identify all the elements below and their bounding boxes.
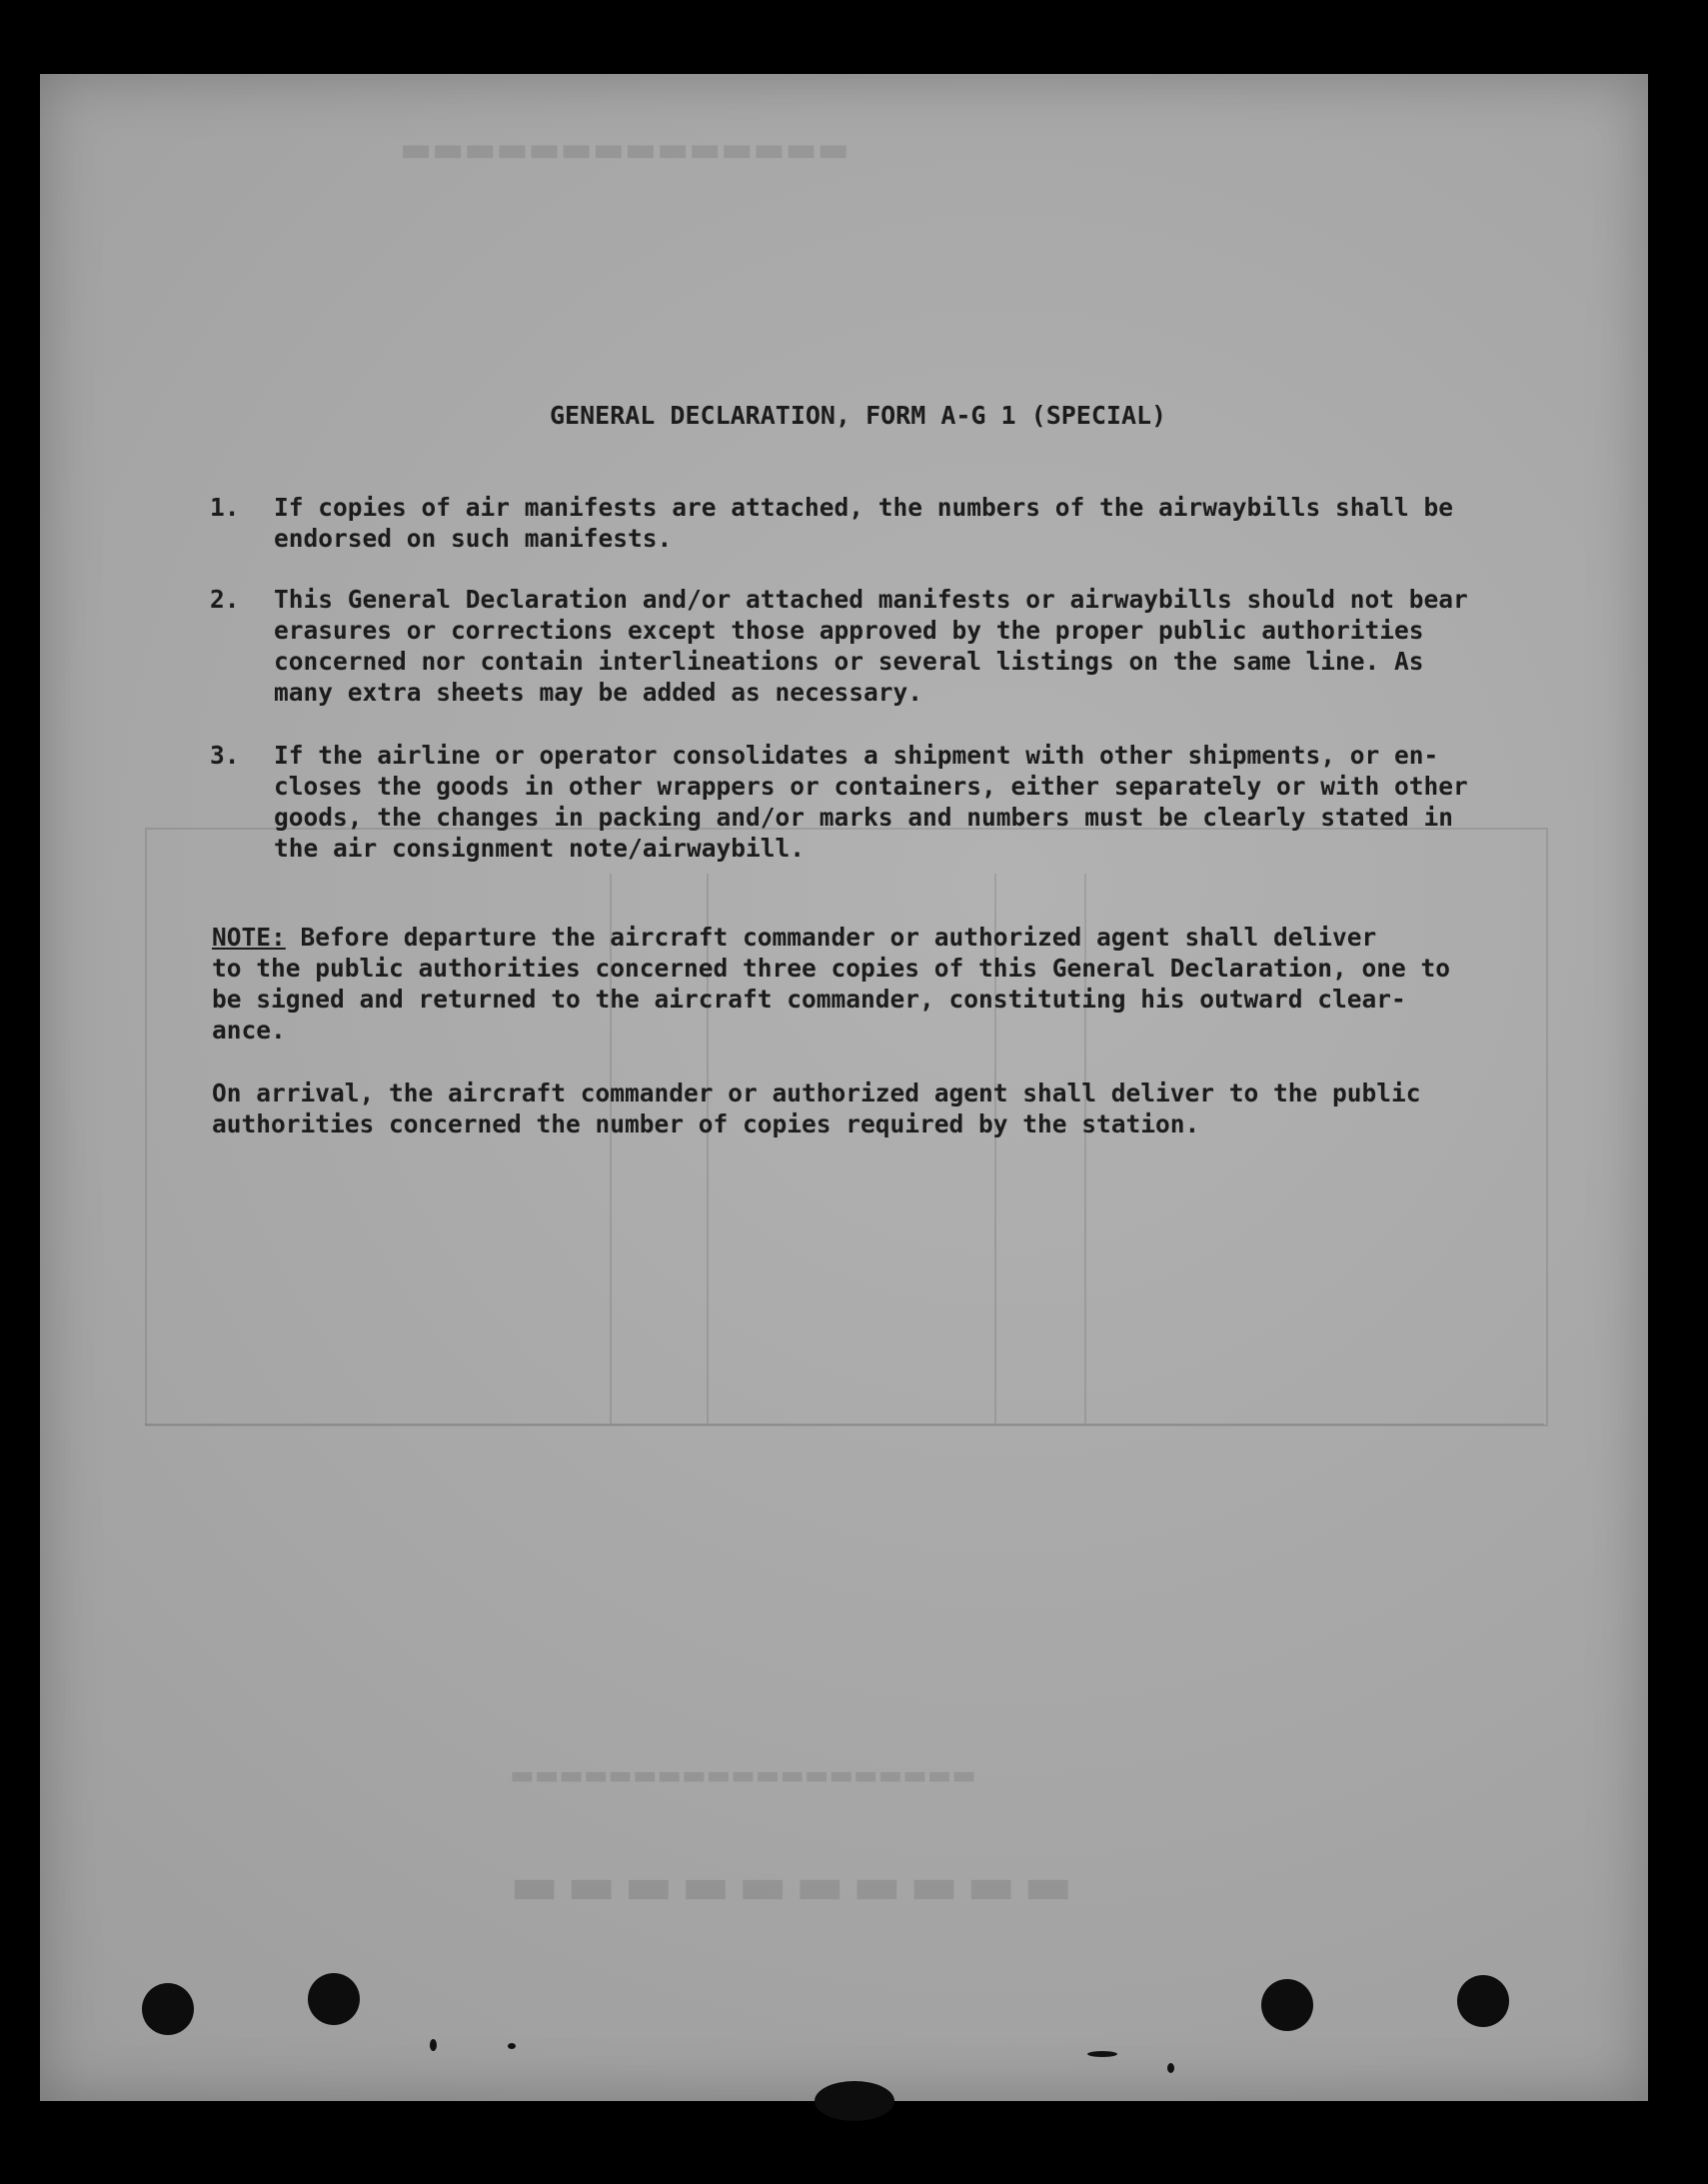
- punch-hole: [142, 1983, 194, 2035]
- item-text: If the airline or operator consolidates a shipment with other shipments, or en- closes the goods in other wrappers or containers, either separately or with other goods, the changes in packing and/or marks and numbers must be clearly stated in the air consignment note/airwaybill.: [274, 741, 1468, 863]
- punch-hole: [1457, 1975, 1509, 2027]
- note-paragraph: [212, 922, 1551, 1046]
- note-label: NOTE:: [212, 923, 286, 952]
- speck: [1087, 2051, 1117, 2057]
- speck: [1167, 2063, 1174, 2073]
- item-text: This General Declaration and/or attached manifests or airwaybills should not bear erasures or corrections except those approved by the proper public authorities concerned nor contain interlineations or several listings on the same line. As many extra sheets may be added as necessary.: [274, 585, 1468, 707]
- page-title: GENERAL DECLARATION, FORM A-G 1 (SPECIAL): [550, 401, 1167, 430]
- speck: [430, 2039, 437, 2051]
- arrival-paragraph: On arrival, the aircraft commander or authorized agent shall deliver to the public authorities concerned the number of copies required by the station.: [212, 1079, 1421, 1138]
- punch-hole: [308, 1973, 360, 2025]
- item-number: 2.: [210, 585, 240, 614]
- bleed-through-heading: ▬▬▬▬▬▬▬▬▬▬: [510, 1863, 1081, 1924]
- item-number: 1.: [210, 493, 240, 522]
- item-number: 3.: [210, 741, 240, 770]
- punch-hole: [1261, 1979, 1313, 2031]
- bleed-through-heading: ▬▬▬▬▬▬▬▬▬▬▬▬▬▬▬▬▬▬▬: [510, 1763, 976, 1793]
- bleed-through-rule: [145, 1423, 1544, 1425]
- document-page: [40, 74, 1648, 2101]
- speck: [508, 2043, 516, 2049]
- note-text: Before departure the aircraft commander or authorized agent shall deliver to the public authorities concerned three copies of this General Declaration, one to be signed and returned to the aircraft commander, constituting his outward clear- ance.: [212, 923, 1451, 1045]
- punch-hole: [815, 2081, 894, 2121]
- bleed-through-heading: ▬▬▬▬▬▬▬▬▬▬▬▬▬▬: [400, 134, 850, 174]
- item-text: If copies of air manifests are attached, the numbers of the airwaybills shall be endorsed on such manifests.: [274, 493, 1454, 553]
